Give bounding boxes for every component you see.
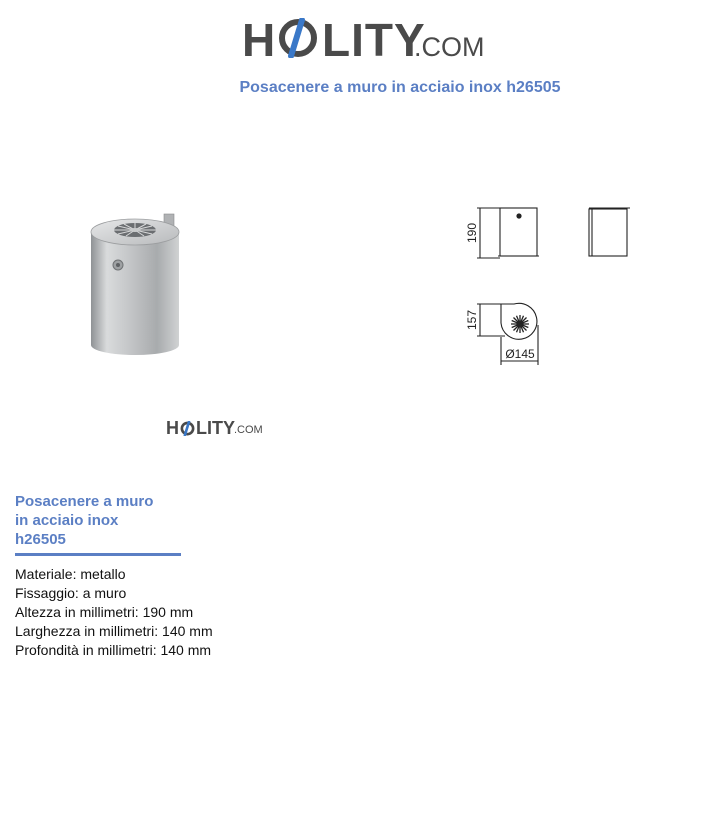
product-heading-line: in acciaio inox bbox=[15, 512, 119, 529]
spec-item-width: Larghezza in millimetri: 140 mm bbox=[15, 623, 213, 639]
logo-letters-lity: LITY bbox=[322, 14, 426, 66]
height-label: 190 bbox=[465, 222, 479, 244]
spec-item-mounting: Fissaggio: a muro bbox=[15, 585, 127, 601]
depth-label: 157 bbox=[465, 309, 479, 331]
watermark-letters-lity: LITY bbox=[196, 418, 235, 438]
watermark-o-icon bbox=[180, 421, 195, 436]
product-heading-line: Posacenere a muro bbox=[15, 493, 154, 510]
spec-item-material: Materiale: metallo bbox=[15, 566, 126, 582]
watermark-com: .COM bbox=[234, 424, 263, 436]
spec-list bbox=[15, 565, 213, 660]
heading-divider bbox=[15, 553, 181, 556]
product-heading-line: h26505 bbox=[15, 531, 66, 548]
top-view-grill bbox=[511, 315, 529, 333]
page-title: Posacenere a muro in acciaio inox h26505 bbox=[239, 79, 561, 96]
spec-item-height: Altezza in millimetri: 190 mm bbox=[15, 604, 194, 620]
product-heading bbox=[15, 492, 185, 549]
logo-o-icon bbox=[278, 18, 318, 58]
diameter-label: Ø145 bbox=[505, 347, 535, 361]
watermark-letter-h: H bbox=[166, 418, 179, 438]
side-view bbox=[589, 208, 630, 256]
watermark-logo bbox=[166, 418, 266, 440]
front-view-lock bbox=[516, 213, 521, 218]
logo-letter-h: H bbox=[242, 14, 277, 66]
product-photo bbox=[80, 200, 190, 370]
spec-item-depth: Profondità in millimetri: 140 mm bbox=[15, 642, 212, 658]
holity-logo[interactable] bbox=[242, 14, 492, 66]
technical-drawing bbox=[460, 195, 650, 375]
logo-com: .COM bbox=[414, 32, 485, 62]
front-view bbox=[477, 208, 539, 258]
